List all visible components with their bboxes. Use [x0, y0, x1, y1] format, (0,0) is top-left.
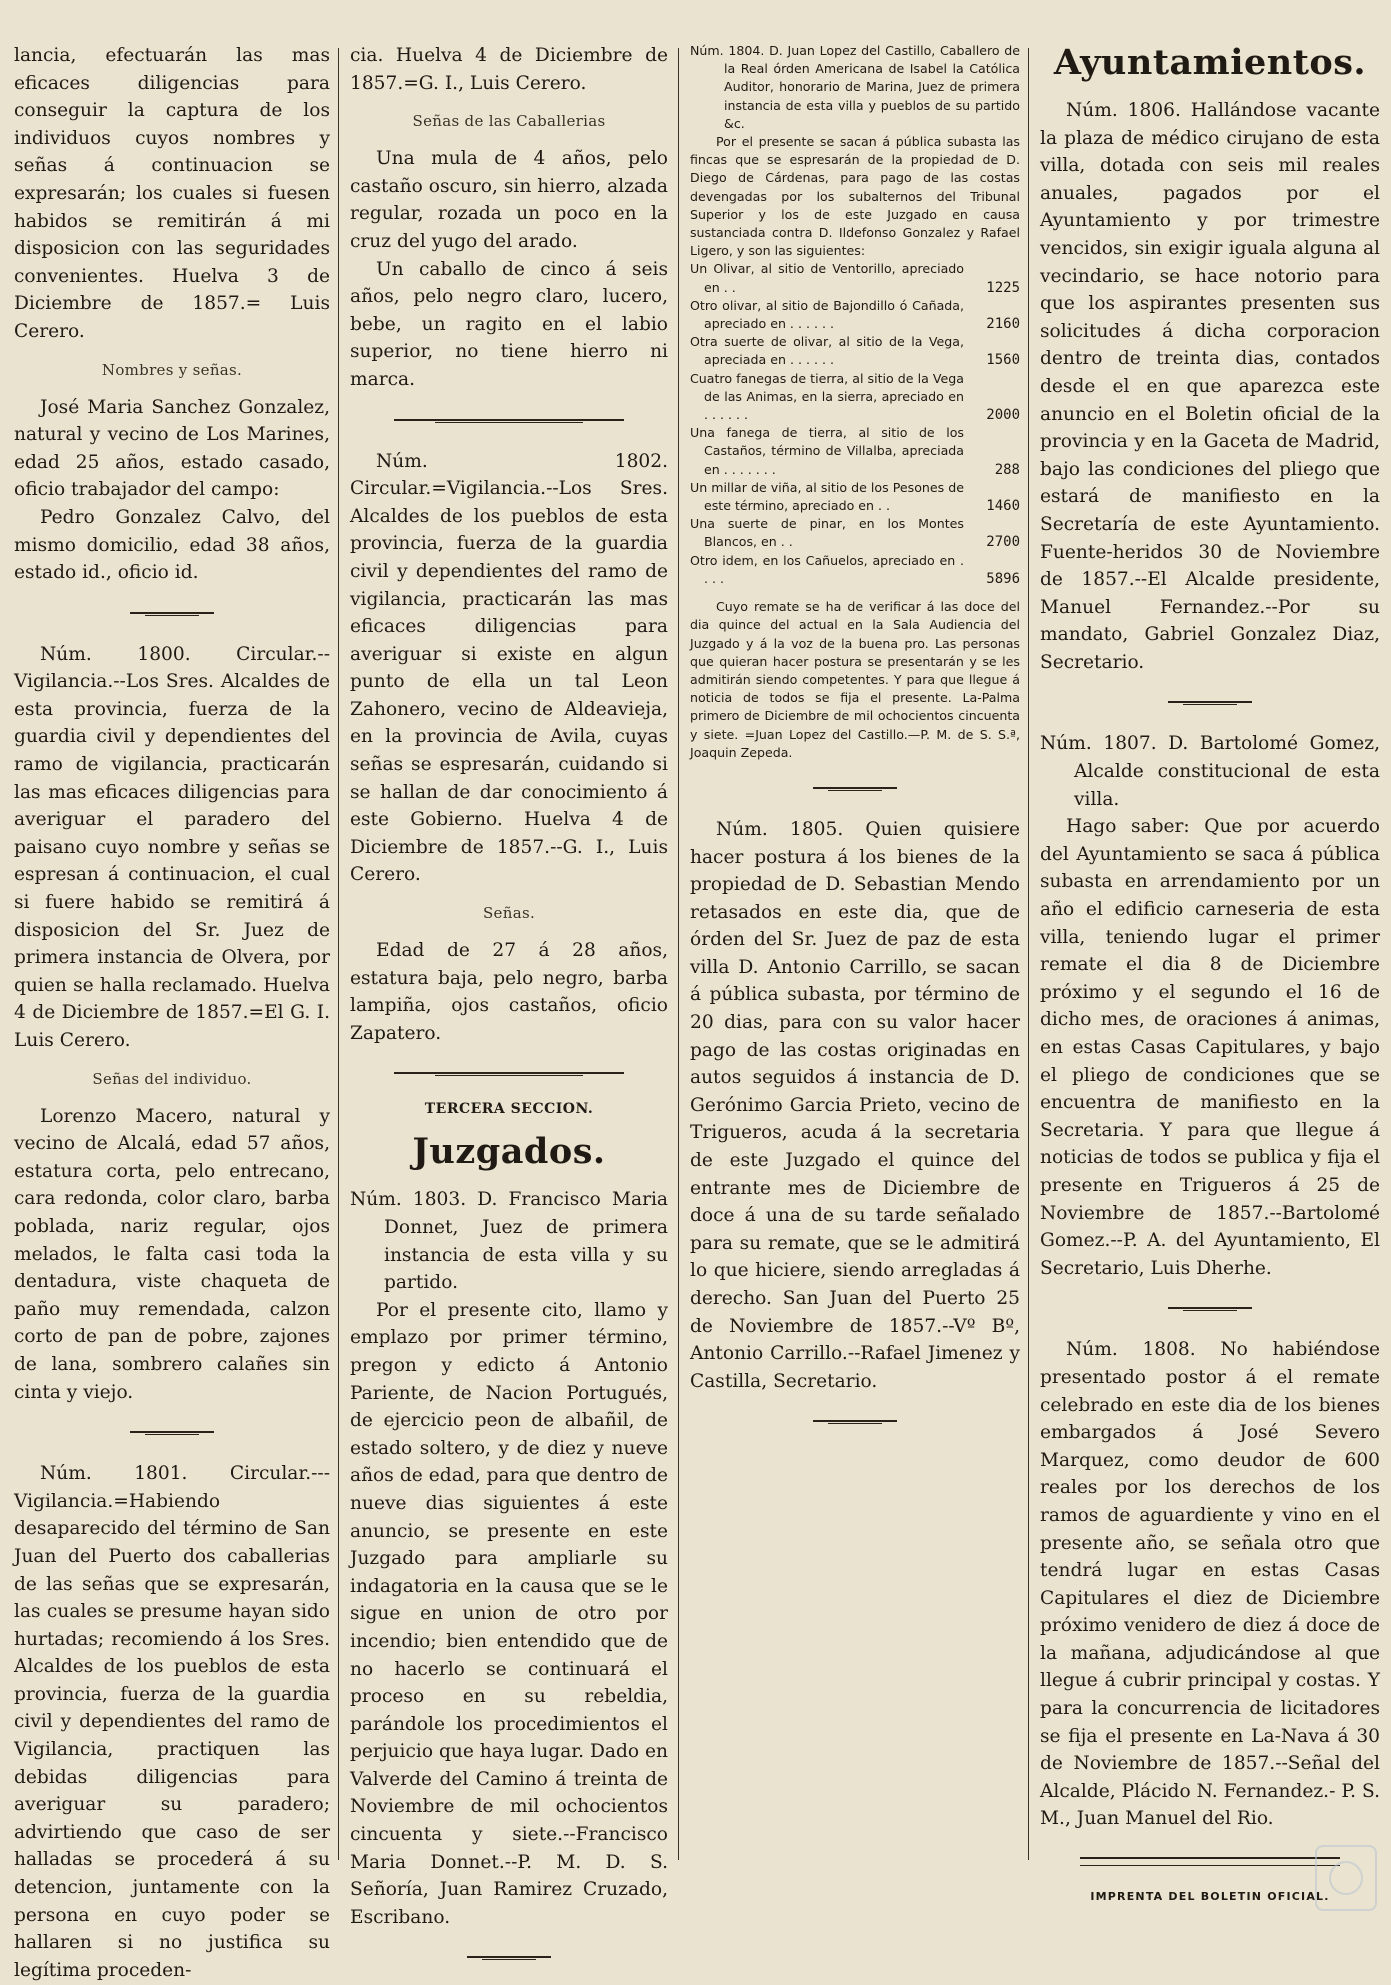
property-label: Cuatro fanegas de tierra, al sitio de la Vega de las Animas, en la sierra, apreciado en . . . . . . — [690, 370, 964, 423]
property-value: 5896 — [986, 570, 1020, 587]
property-label: Un millar de viña, al sitio de los Pesones de este término, apreciado en . . — [690, 479, 964, 514]
paragraph: Hago saber: Que por acuerdo del Ayuntamiento se saca á pública subasta en arrendamiento por un año el edificio carneseria de esta villa, teniendo lugar el primer remate el dia 8 de Diciembre próximo y el segundo el 16 de dicho mes, de oraciones á animas, en estas Casas Capitulares, y bajo el pliego de condiciones que se encuentra de manifiesto en la Secretaria. Y para que llegue á noticias de todos se publica y fija el presente en Trigueros á 25 de Noviembre de 1857.--Bartolomé Gomez.--P. A. del Ayuntamiento, El Secretario, Luis Dherhe. — [1040, 816, 1380, 1279]
column-2 — [350, 42, 668, 1985]
property-value: 1460 — [986, 498, 1020, 515]
property-label: Una fanega de tierra, al sitio de los Castaños, término de Villalba, apreciada en . . . . . . . — [690, 425, 964, 477]
ornament-divider — [130, 1428, 214, 1438]
subheading: Señas de las Caballerias — [412, 112, 606, 131]
property-list — [690, 260, 1020, 588]
property-item — [690, 424, 1020, 479]
column-4 — [1040, 42, 1380, 1903]
library-stamp-icon — [1315, 1845, 1377, 1911]
notice-1808: Núm. 1808. No habiéndose presentado postor á el remate celebrado en este dia de los bienes embargados á José Severo Marquez, como deudor de 600 reales por los derechos de los ramos de aguardiente y vino en el presente año, se señala otro que tendrá lugar en estas Casas Capitulares el diez de Diciembre próximo venidero de diez á doce de la mañana, adjudicándose al que llegue á cubrir principal y costas. Y para la concurrencia de licitadores se fija el presente en La-Nava á 30 de Noviembre de 1857.--Señal del Alcalde, Plácido N. Fernandez.- P. S. M., Juan Manuel del Rio. — [1040, 1339, 1380, 1830]
ornament-divider — [813, 784, 897, 794]
property-value: 2700 — [986, 534, 1020, 551]
notice-1803-header: Núm. 1803. D. Francisco Maria Donnet, Juez de primera instancia de esta villa y su partido. — [350, 1189, 668, 1294]
column-rule — [678, 48, 679, 1860]
notice-1803-body: Por el presente cito, llamo y emplazo por primer término, pregon y edicto á Antonio Pariente, de Nacion Portugués, de ejercicio peon de albañil, de estado soltero, y de diez y nueve años de edad, para que dentro de nueve dias siguientes á este anuncio, se presente en este Juzgado para ampliarle su indagatoria en la causa que se le sigue en union de otro por incendio; bien entendido que de no hacerlo se continuará el proceso en su rebeldia, parándole los procedimientos el perjuicio que haya lugar. Dado en Valverde del Camino á treinta de Noviembre de mil ochocientos cincuenta y siete.--Francisco Maria Donnet.--P. M. D. S. Señoría, Juan Ramirez Cruzado, Escribano. — [350, 1299, 668, 1928]
property-item — [690, 479, 1020, 515]
property-value: 288 — [994, 461, 1020, 478]
property-label: Otro idem, en los Cañuelos, apreciado en . . . . — [690, 552, 964, 586]
property-item — [690, 370, 1020, 425]
subheading: Nombres y señas. — [101, 360, 243, 379]
notice-1804-header: Núm. 1804. D. Juan Lopez del Castillo, Caballero de la Real órden Americana de Isabel la Católica Auditor, honorario de Marina, Juez de primera instancia de esta villa y pueblos de su partido &c. — [690, 43, 1020, 131]
subheading: Señas del individuo. — [92, 1069, 252, 1088]
ornament-divider — [813, 1417, 897, 1427]
notice-1800: Núm. 1800. Circular.--Vigilancia.--Los Sres. Alcaldes de esta provincia, fuerza de la guardia civil y dependientes del ramo de vigilancia, practicarán las mas eficaces diligencias para averiguar el paradero del paisano cuyo nombre y señas se espresan á continuacion, el cual si fuere habido se remitirá á disposicion del Sr. Juez de primera instancia de Olvera, por quien se halla reclamado. Huelva 4 de Diciembre de 1857.=El G. I. Luis Cerero. — [14, 643, 330, 1051]
paragraph: José Maria Sanchez Gonzalez, natural y vecino de Los Marines, edad 25 años, estado casado, oficio trabajador del campo: — [14, 396, 330, 501]
notice-1802: Núm. 1802. Circular.=Vigilancia.--Los Sres. Alcaldes de los pueblos de esta provincia, fuerza de la guardia civil y dependientes del ramo de vigilancia, practicarán las mas eficaces diligencias para averiguar si existe en algun punto de ella un tal Leon Zahonero, vecino de Aldeavieja, en la provincia de Avila, cuyas señas se espresarán, cuidando si se hallan de dar conocimiento á este Gobierno. Huelva 4 de Diciembre de 1857.--G. I., Luis Cerero. — [350, 450, 668, 886]
paragraph: lancia, efectuarán las mas eficaces diligencias para conseguir la captura de los individuos cuyos nombres y señas á continuacion se expresarán; los cuales si fuesen habidos se remitirán á mi disposicion con las seguridades convenientes. Huelva 3 de Diciembre de 1857.= Luis Cerero. — [14, 45, 330, 342]
property-value: 1560 — [986, 352, 1020, 369]
property-label: Un Olivar, al sitio de Ventorillo, apreciado en . . — [690, 261, 964, 295]
section-title: TERCERA SECCION. — [424, 1101, 594, 1118]
notice-1801: Núm. 1801. Circular.---Vigilancia.=Habiendo desaparecido del término de San Juan del Puerto dos caballerias de las señas que se expresarán, las cuales se presume hayan sido hurtadas; recomiendo á los Sres. Alcaldes de los pueblos de esta provincia, fuerza de la guardia civil y dependientes del ramo de Vigilancia, practiquen las debidas diligencias para averiguar su paradero; advirtiendo que caso de ser halladas se procederá á su detencion, juntamente con la persona en cuyo poder se hallaren si no justifica su legítima proceden- — [14, 1463, 330, 1981]
paragraph: Lorenzo Macero, natural y vecino de Alcalá, edad 57 años, estatura corta, pelo entrecano, cara redonda, color claro, barba poblada, nariz regular, ojos melados, le falta casi toda la dentadura, viste chaqueta de paño muy remendada, calzon corto de pan de pobre, zajones de lana, sombrero calañes sin cinta y viejo. — [14, 1105, 330, 1403]
column-rule — [1028, 48, 1029, 1860]
property-item — [690, 552, 1020, 588]
paragraph: Un caballo de cinco á seis años, pelo negro claro, lucero, bebe, un ragito en el labio superior, no tiene hierro ni marca. — [350, 258, 668, 390]
paragraph: cia. Huelva 4 de Diciembre de 1857.=G. I., Luis Cerero. — [350, 45, 668, 94]
paragraph: Edad de 27 á 28 años, estatura baja, pelo negro, barba lampiña, ojos castaños, oficio Zapatero. — [350, 940, 668, 1044]
ornament-divider — [1168, 1304, 1252, 1314]
ornament-divider — [130, 609, 214, 619]
paragraph: Una mula de 4 años, pelo castaño oscuro, sin hierro, alzada regular, rozada un poco en la cruz del yugo del arado. — [350, 148, 668, 252]
paragraph: Cuyo remate se ha de verificar á las doce del dia quince del actual en la Sala Audiencia del Juzgado y á la voz de la buena pro. Las personas que quieran hacer postura se presentarán y se les admitirán siendo competentes. Y para que llegue á noticia de todos se fija el presente. La-Palma primero de Diciembre de mil ochocientos cincuenta y siete. =Juan Lopez del Castillo.—P. M. de S. S.ª, Joaquin Zepeda. — [690, 599, 1020, 760]
property-item — [690, 297, 1020, 333]
ornament-divider — [394, 416, 624, 426]
property-label: Otra suerte de olivar, al sitio de la Vega, apreciada en . . . . . . — [690, 334, 964, 368]
notice-1805: Núm. 1805. Quien quisiere hacer postura á los bienes de la propiedad de D. Sebastian Mendo retasados en este dia, que de órden del Sr. Juez de paz de esta villa D. Antonio Carrillo, se sacan á pública subasta, por término de 20 dias, para con su valor hacer pago de las costas originadas en autos seguidos á instancia de D. Gerónimo Garcia Prieto, vecino de Trigueros, acuda á la secretaria de este Juzgado el quince del entrante mes de Diciembre de doce á una de su tarde señalado para su remate, que se le admitirá lo que hiciere, siendo arregladas á derecho. San Juan del Puerto 25 de Noviembre de 1857.--Vº Bº, Antonio Carrillo.--Rafael Jimenez y Castilla, Secretario. — [690, 818, 1020, 1392]
paragraph: Por el presente se sacan á pública subasta las fincas que se espresarán de la propiedad de D. Diego de Cárdenas, para pago de las costas devengadas por los subalternos del Tribunal Superior y los de este Juzgado en causa sustanciada contra D. Ildefonso Gonzalez y Rafael Ligero, y son las siguientes: — [690, 134, 1020, 259]
ornament-divider — [394, 1069, 624, 1079]
column-rule — [338, 48, 339, 1860]
ornament-divider — [467, 1953, 551, 1963]
double-rule — [1080, 1857, 1340, 1866]
section-heading-ayuntamientos: Ayuntamientos. — [1053, 42, 1367, 83]
property-value: 2000 — [986, 407, 1020, 424]
notice-1807-header: Núm. 1807. D. Bartolomé Gomez, Alcalde constitucional de esta villa. — [1040, 733, 1380, 810]
notice-1806: Núm. 1806. Hallándose vacante la plaza de médico cirujano de esta villa, dotada con seis mil reales anuales, pagados por el Ayuntamiento y por trimestre vencidos, sin exigir iguala alguna al vecindario, se hace notorio para que los aspirantes presenten sus solicitudes á dicha corporacion dentro de treinta dias, contados desde el en que aparezca este anuncio en el Boletin oficial de la provincia y en la Gaceta de Madrid, bajo las condiciones del pliego que estará de manifiesto en la Secretaría de este Ayuntamiento. Fuente-heridos 30 de Noviembre de 1857.--El Alcalde presidente, Manuel Fernandez.--Por su mandato, Gabriel Gonzalez Diaz, Secretario. — [1040, 100, 1380, 673]
property-item — [690, 515, 1020, 551]
property-label: Una suerte de pinar, en los Montes Blancos, en . . — [690, 516, 964, 550]
property-item — [690, 333, 1020, 369]
property-value: 2160 — [986, 316, 1020, 333]
paragraph: Pedro Gonzalez Calvo, del mismo domicilio, edad 38 años, estado id., oficio id. — [14, 506, 330, 584]
column-1 — [14, 42, 330, 1984]
section-heading-juzgados: Juzgados. — [412, 1131, 606, 1173]
column-3 — [690, 42, 1020, 1449]
property-value: 1225 — [986, 279, 1020, 296]
ornament-divider — [1168, 698, 1252, 708]
imprint-line: IMPRENTA DEL BOLETIN OFICIAL. — [1090, 1890, 1330, 1904]
property-item — [690, 260, 1020, 296]
subheading: Señas. — [482, 904, 536, 923]
property-label: Otro olivar, al sitio de Bajondillo ó Cañada, apreciado en . . . . . . — [690, 297, 964, 332]
